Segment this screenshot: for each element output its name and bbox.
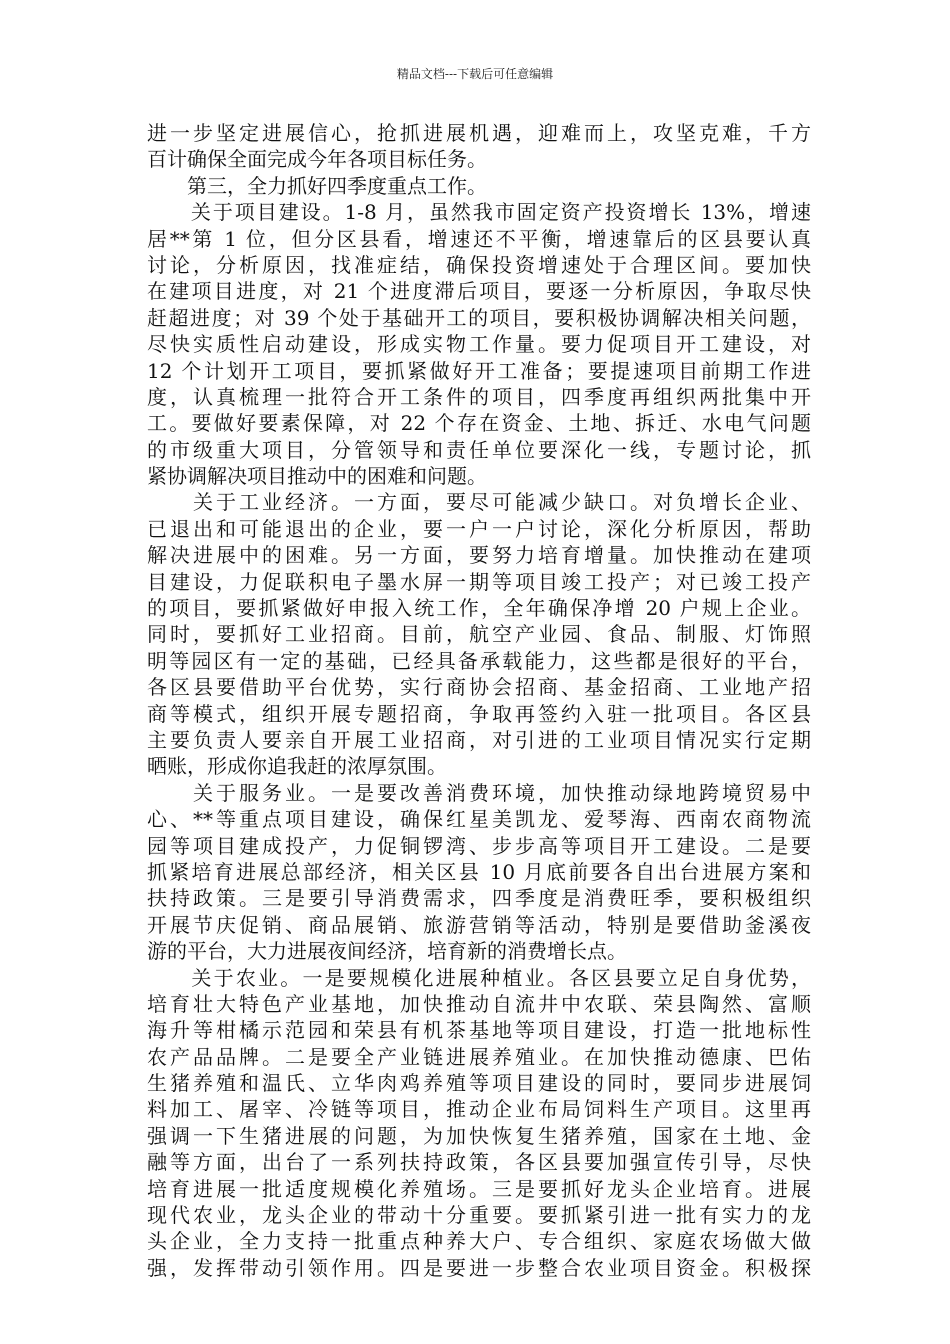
text-line: 游的平台，大力进展夜间经济，培育新的消费增长点。: [147, 939, 627, 964]
text-line: 料加工、屠宰、冷链等项目，推动企业布局饲料生产项目。这里再: [147, 1097, 811, 1122]
text-line: 园等项目建成投产，力促铜锣湾、步步高等项目开工建设。二是要: [147, 833, 811, 858]
text-line: 关于服务业。一是要改善消费环境，加快推动绿地跨境贸易中: [147, 780, 811, 805]
text-line: 解决进展中的困难。另一方面，要努力培育增量。加快推动在建项: [147, 543, 811, 568]
text-line: 现代农业，龙头企业的带动十分重要。要抓紧引进一批有实力的龙: [147, 1203, 811, 1228]
text-line: 在建项目进度，对 21 个进度滞后项目，要逐一分析原因，争取尽快: [147, 279, 811, 304]
document-body: [147, 120, 811, 1281]
text-line: 进一步坚定进展信心，抢抓进展机遇，迎难而上，攻坚克难，千方: [147, 121, 811, 145]
text-line: 强调一下生猪进展的问题，为加快恢复生猪养殖，国家在土地、金: [147, 1123, 811, 1148]
text-line: 扶持政策。三是要引导消费需求，四季度是消费旺季，要积极组织: [147, 886, 811, 911]
text-line: 的市级重大项目，分管领导和责任单位要深化一线，专题讨论，抓: [147, 437, 811, 462]
text-line: 融等方面，出台了一系列扶持政策，各区县要加强宣传引导，尽快: [147, 1150, 811, 1175]
text-line: 讨论，分析原因，找准症结，确保投资增速处于合理区间。要加快: [147, 252, 811, 277]
text-line: 开展节庆促销、商品展销、旅游营销等活动，特别是要借助釜溪夜: [147, 912, 811, 937]
text-line: 头企业，全力支持一批重点种养大户、专合组织、家庭农场做大做: [147, 1229, 811, 1254]
text-line: 农产品品牌。二是要全产业链进展养殖业。在加快推动德康、巴佑: [147, 1044, 811, 1069]
text-line: 同时，要抓好工业招商。目前，航空产业园、食品、制服、灯饰照: [147, 622, 811, 647]
text-line: 工。要做好要素保障，对 22 个存在资金、土地、拆迁、水电气问题: [147, 411, 811, 436]
text-line: 的项目，要抓紧做好申报入统工作，全年确保净增 20 户规上企业。: [147, 596, 811, 621]
text-line: 赶超进度；对 39 个处于基础开工的项目，要积极协调解决相关问题，: [147, 305, 811, 330]
page-header: 精品文档---下载后可任意编辑: [396, 67, 554, 81]
text-line: 各区县要借助平台优势，实行商协会招商、基金招商、工业地产招: [147, 675, 811, 700]
text-line: 培育进展一批适度规模化养殖场。三是要抓好龙头企业培育。进展: [147, 1176, 811, 1201]
text-line: 目建设，力促联积电子墨水屏一期等项目竣工投产；对已竣工投产: [147, 569, 811, 594]
text-line: 晒账，形成你追我赶的浓厚氛围。: [147, 754, 447, 779]
text-line: 尽快实质性启动建设，形成实物工作量。要力促项目开工建设，对: [147, 332, 811, 357]
text-line: 强，发挥带动引领作用。四是要进一步整合农业项目资金。积极探: [147, 1255, 811, 1280]
text-line: 关于项目建设。1-8 月，虽然我市固定资产投资增长 13%，增速: [147, 200, 811, 225]
text-line: 居**第 1 位，但分区县看，增速还不平衡，增速靠后的区县要认真: [147, 226, 811, 251]
text-line: 商等模式，组织开展专题招商，争取再签约入驻一批项目。各区县: [147, 701, 811, 726]
text-line: 培育壮大特色产业基地，加快推动自流井中农联、荣县陶然、富顺: [147, 991, 811, 1016]
text-line: 关于工业经济。一方面，要尽可能减少缺口。对负增长企业、: [147, 490, 811, 515]
text-line: 已退出和可能退出的企业，要一户一户讨论，深化分析原因，帮助: [147, 516, 811, 541]
text-line: 心、**等重点项目建设，确保红星美凯龙、爱琴海、西南农商物流: [147, 807, 811, 832]
text-line: 紧协调解决项目推动中的困难和问题。: [147, 464, 487, 489]
text-line: 关于农业。一是要规模化进展种植业。各区县要立足自身优势，: [147, 965, 811, 990]
text-line: 度，认真梳理一批符合开工条件的项目，四季度再组织两批集中开: [147, 384, 811, 409]
text-line: 第三，全力抓好四季度重点工作。: [147, 173, 487, 198]
text-line: 明等园区有一定的基础，已经具备承载能力，这些都是很好的平台，: [147, 648, 811, 673]
text-line: 海升等柑橘示范园和荣县有机茶基地等项目建设，打造一批地标性: [147, 1018, 811, 1043]
text-line: 12 个计划开工项目，要抓紧做好开工准备；要提速项目前期工作进: [147, 358, 811, 383]
text-line: 抓紧培育进展总部经济，相关区县 10 月底前要各自出台进展方案和: [147, 859, 811, 884]
text-line: 主要负责人要亲自开展工业招商，对引进的工业项目情况实行定期: [147, 727, 811, 752]
text-line: 百计确保全面完成今年各项目标任务。: [147, 147, 487, 172]
text-line: 生猪养殖和温氏、立华肉鸡养殖等项目建设的同时，要同步进展饲: [147, 1071, 811, 1096]
